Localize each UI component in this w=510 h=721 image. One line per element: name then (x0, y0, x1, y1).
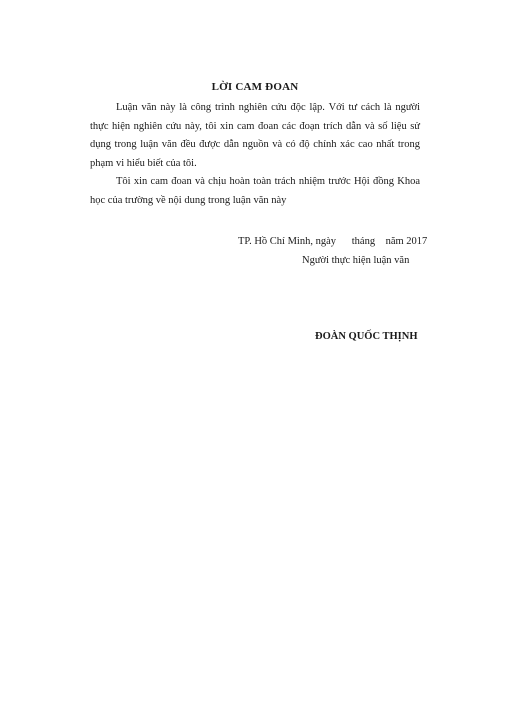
declaration-paragraph-2: Tôi xin cam đoan và chịu hoàn toàn trách nhiệm trước Hội đồng Khoa học của trường về nội dung trong luận văn này (90, 176, 420, 206)
place-date-line: TP. Hồ Chí Minh, ngày tháng năm 2017 (238, 236, 428, 247)
signer-role: Người thực hiện luận văn (302, 255, 410, 266)
signer-name: ĐOÀN QUỐC THỊNH (315, 331, 418, 342)
page-title: LỜI CAM ĐOAN (211, 81, 299, 93)
declaration-body (90, 99, 420, 210)
declaration-paragraph-1: Luận văn này là công trình nghiên cứu độc lập. Với tư cách là người thực hiện nghiên cứu này, tôi xin cam đoan các đoạn trích dẫn và số liệu sử dụng trong luận văn đều được dẫn nguồn và có độ chính xác cao nhất trong phạm vi hiểu biết của tôi. (90, 102, 420, 169)
